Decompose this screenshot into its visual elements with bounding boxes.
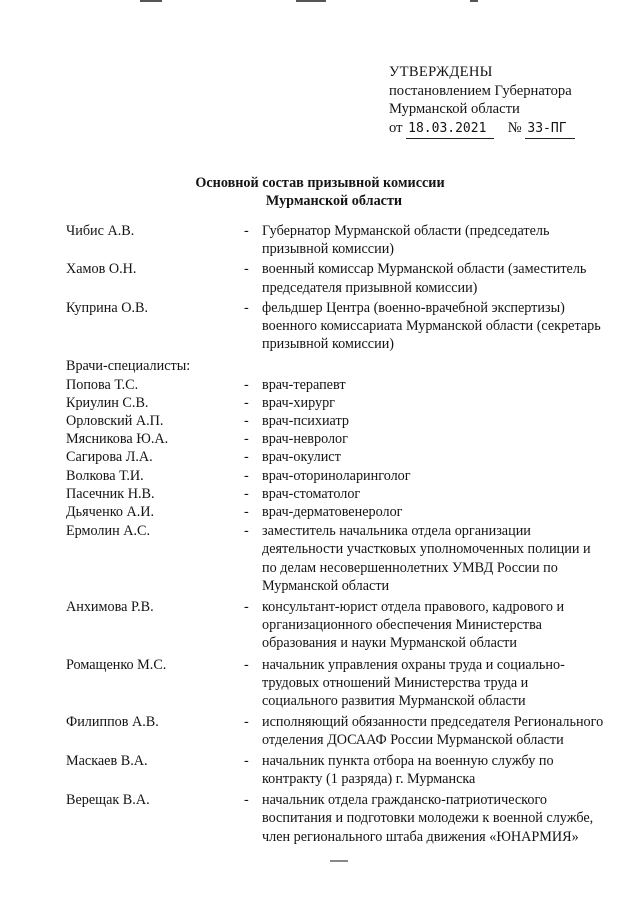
date-prefix: от [389, 119, 403, 136]
member-name: Мясникова Ю.А. [66, 431, 169, 448]
member-row [66, 522, 606, 595]
dash-separator: - [244, 376, 249, 393]
member-role: фельдшер Центра (военно-врачебной экспертизы) военного комиссариата Мурманской области (секретарь призывной комиссии) [262, 299, 601, 353]
member-row [66, 791, 606, 846]
member-name: Чибис А.В. [66, 223, 135, 239]
dash-separator: - [244, 394, 249, 411]
member-name: Криулин С.В. [66, 394, 149, 411]
members-group [66, 222, 606, 353]
scan-artifact [140, 0, 162, 2]
doctors-section-label: Врачи-специалисты: [66, 358, 191, 375]
dash-separator: - [244, 261, 249, 278]
member-row [66, 713, 606, 749]
number-prefix: № [507, 119, 522, 136]
approval-number: 33-ПГ [525, 120, 575, 140]
member-row [66, 448, 606, 466]
member-role: заместитель начальника отдела организации деятельности участковых уполномоченных полиции и по делам несовершеннолетних УМВД России по Мурманской области [262, 523, 591, 594]
member-role: Губернатор Мурманской области (председатель призывной комиссии) [262, 223, 550, 258]
dash-separator: - [244, 656, 249, 673]
member-name: Пасечник Н.В. [66, 485, 155, 502]
member-row [66, 485, 606, 503]
member-row [66, 394, 606, 412]
title-line-1: Основной состав призывной комиссии [195, 175, 445, 191]
dash-separator: - [244, 299, 249, 316]
approved-region-line: Мурманской области [389, 101, 520, 117]
member-name: Дьяченко А.И. [66, 504, 155, 521]
dash-separator: - [244, 413, 249, 430]
member-row [66, 260, 606, 296]
member-row [66, 376, 606, 394]
member-name: Маскаев В.А. [66, 752, 148, 769]
member-role: врач-дерматовенеролог [262, 504, 403, 521]
member-name: Орловский А.П. [66, 413, 164, 430]
approved-by-line: постановлением Губернатора [389, 82, 572, 99]
member-role: консультант-юрист отдела правового, кадрового и организационного обеспечения Министерства образования и науки Мурманской области [262, 599, 565, 652]
member-role: начальник пункта отбора на военную службу по контракту (1 разряда) г. Мурманска [262, 752, 554, 787]
dash-separator: - [244, 485, 249, 502]
dash-separator: - [244, 752, 249, 769]
scan-artifact [470, 0, 478, 2]
title-line-2: Мурманской области [265, 193, 403, 209]
dash-separator: - [244, 449, 249, 466]
member-name: Ермолин А.С. [66, 523, 151, 540]
member-name: Волкова Т.И. [66, 467, 144, 484]
dash-separator: - [244, 223, 249, 239]
scan-artifact [330, 860, 348, 862]
member-role: начальник управления охраны труда и социально-трудовых отношений Министерства труда и социального развития Мурманской области [262, 656, 565, 710]
dash-separator: - [244, 714, 249, 731]
dash-separator: - [244, 504, 249, 521]
member-name: Куприна О.В. [66, 299, 149, 316]
member-name: Хамов О.Н. [66, 261, 137, 278]
member-role: врач-терапевт [262, 376, 346, 393]
member-name: Попова Т.С. [66, 376, 139, 393]
member-role: врач-хирург [262, 394, 335, 411]
member-row [66, 467, 606, 485]
member-name: Филиппов А.В. [66, 714, 159, 731]
dash-separator: - [244, 467, 249, 484]
member-role: врач-невролог [262, 431, 348, 448]
member-name: Ромащенко М.С. [66, 656, 167, 673]
member-row [66, 299, 606, 354]
member-role: военный комиссар Мурманской области (заместитель председателя призывной комиссии) [262, 261, 587, 296]
approval-date-line [389, 119, 575, 140]
member-name: Анхимова Р.В. [66, 599, 154, 616]
member-role: врач-окулист [262, 449, 341, 466]
member-row [66, 656, 606, 711]
member-row [66, 430, 606, 448]
member-row [66, 412, 606, 430]
member-row [66, 222, 606, 258]
approval-date: 18.03.2021 [406, 120, 494, 140]
member-name: Сагирова Л.А. [66, 449, 153, 466]
member-role: врач-оториноларинголог [262, 467, 411, 484]
dash-separator: - [244, 431, 249, 448]
commission-member-list [66, 222, 606, 846]
member-row [66, 503, 606, 521]
dash-separator: - [244, 523, 249, 540]
dash-separator: - [244, 792, 249, 809]
member-role: врач-стоматолог [262, 485, 361, 502]
member-role: начальник отдела гражданско-патриотического воспитания и подготовки молодежи к военной службе, член регионального штаба движения «ЮНАРМИЯ» [262, 792, 594, 845]
scan-artifact [296, 0, 326, 2]
approved-heading: УТВЕРЖДЕНЫ [389, 64, 493, 80]
member-row [66, 752, 606, 788]
member-role: исполняющий обязанности председателя Регионального отделения ДОСААФ России Мурманской области [262, 714, 604, 749]
doctors-group [66, 376, 606, 846]
member-name: Верещак В.А. [66, 792, 150, 809]
document-title [0, 174, 640, 210]
member-role: врач-психиатр [262, 413, 349, 430]
dash-separator: - [244, 599, 249, 616]
member-row [66, 598, 606, 653]
approval-stamp-block [389, 63, 575, 139]
